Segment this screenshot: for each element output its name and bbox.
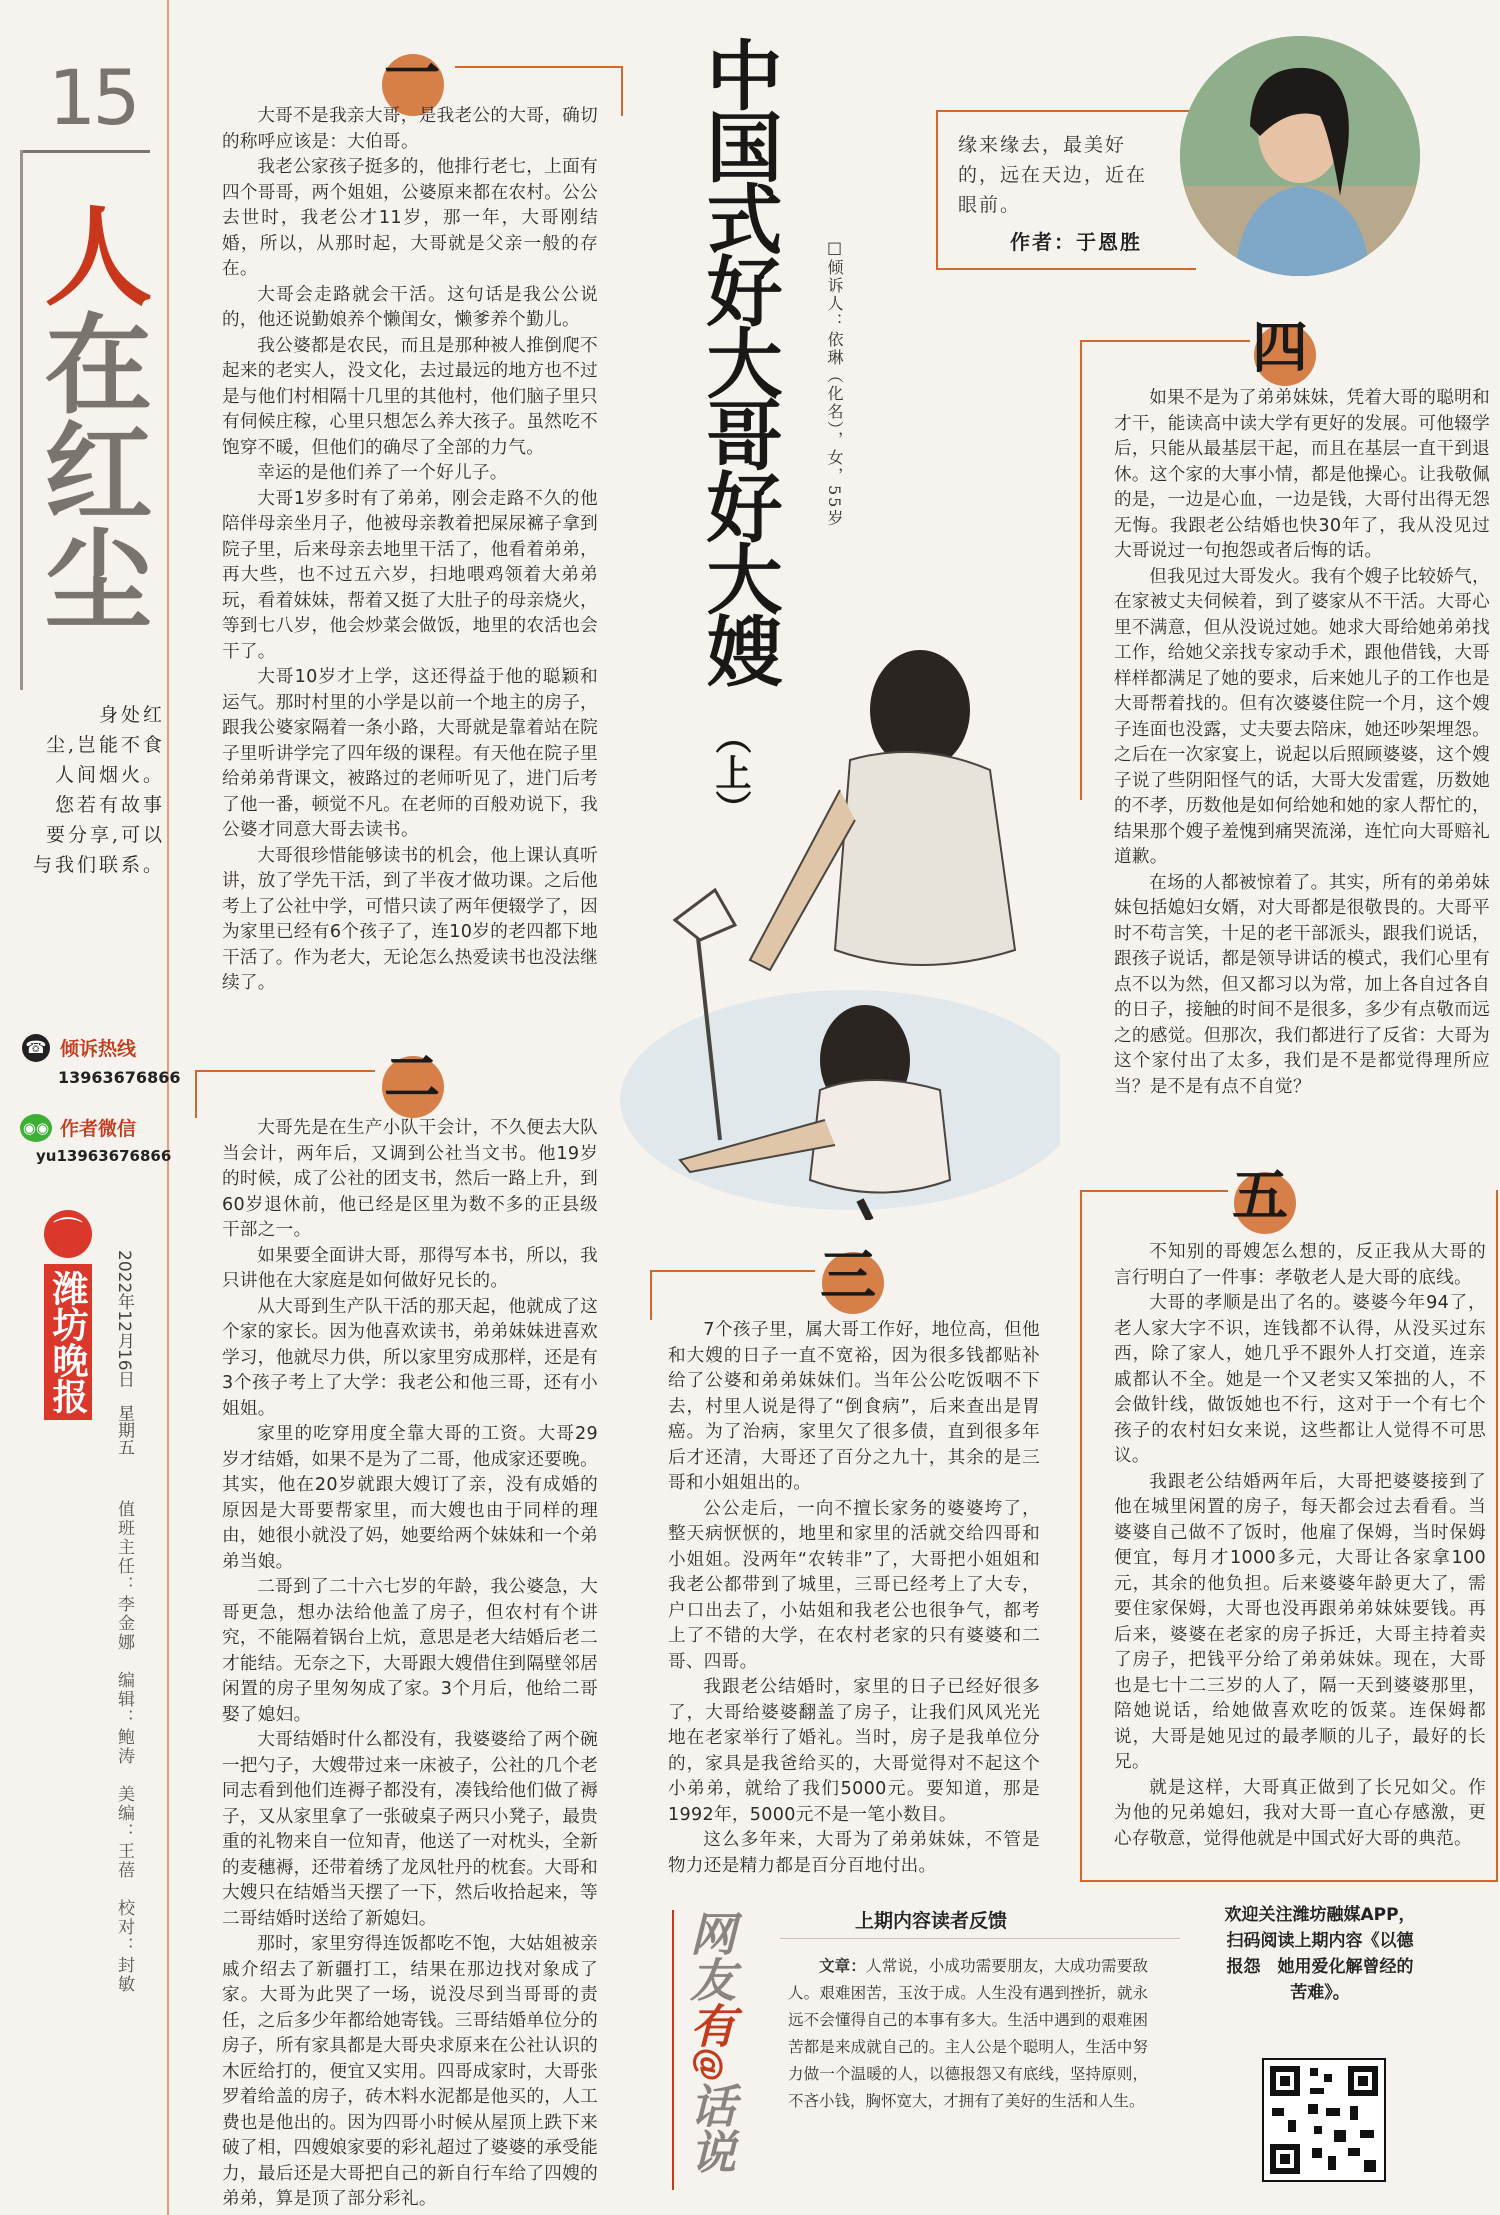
paragraph: 但我见过大哥发火。我有个嫂子比较娇气，在家被丈夫伺候着，到了婆家从不干活。大哥心里不满意，但从没说过她。她求大哥给她弟弟找工作，给她父亲找专家动手术，跟他借钱，大哥样样都满足了她的要求，后来她儿子的工作也是大哥帮着找的。但有次婆婆住院一个月，这个嫂子连面也没露，丈夫要去陪床，她还吵架埋怨。之后在一次家宴上，说起以后照顾婆婆，这个嫂子说了些阴阳怪气的话，大哥大发雷霆，历数她的不孝，历数他是如何给她和她的家人帮忙的，结果那个嫂子羞愧到痛哭流涕，连忙向大哥赔礼道歉。 [1114, 566, 1490, 867]
paragraph: 大哥先是在生产小队干会计，不久便去大队当会计，两年后，又调到公社当文书。他19岁的时候，成了公社的团支书，然后一路上升，到60岁退休前，他已经是区里为数不多的正县级干部之一。 [222, 1118, 598, 1240]
section-heading: 二 [384, 1045, 440, 1111]
page-number: 15 [48, 53, 137, 142]
narrator-line: □倾诉人：依琳（化名），女，55岁 [825, 238, 844, 528]
section-5-rule-right [1496, 1190, 1498, 1882]
paragraph: 7个孩子里，属大哥工作好，地位高，但他和大嫂的日子一直不宽裕，因为很多钱都贴补给了公婆和弟弟妹妹们。当年公公吃饭咽不下去，村里人说是得了“倒食病”，后来查出是胃癌。为了治病，家里欠了很多债，直到很多年后才还清，大哥还了百分之九十，其余的是三哥和小姐姐出的。 [668, 1320, 1040, 1493]
author-photo [1180, 36, 1420, 276]
paragraph: 家里的吃穿用度全靠大哥的工资。大哥29岁才结婚，如果不是为了二哥，他成家还要晚。其实，他在20岁就跟大嫂订了亲，没有成婚的原因是大哥要帮家里，而大嫂也由于同样的理由，她很小就没了妈，她要给两个妹妹和一个弟弟当娘。 [222, 1424, 598, 1572]
section-heading: 一 [384, 41, 440, 107]
author-quote: 缘来缘去，最美好的，远在天边，近在眼前。 [958, 134, 1148, 216]
section-3-rule-left [650, 1270, 815, 1272]
qr-code-icon[interactable] [1262, 2058, 1386, 2182]
column-title [26, 200, 152, 632]
paragraph: 如果要全面讲大哥，那得写本书，所以，我只讲他在大家庭是如何做好兄长的。 [222, 1245, 598, 1291]
paragraph: 我跟老公结婚时，家里的日子已经好很多了，大哥给婆婆翻盖了房子，让我们风风光光地在老家举行了婚礼。当时，房子是我单位分的，家具是我爸给买的，大哥觉得对不起这个小弟弟，就给了我们5000元。要知道，那是1992年，5000元不是一笔小数目。 [668, 1677, 1040, 1825]
feedback-side-rule [672, 1910, 674, 2190]
sidebar-rule [167, 0, 169, 2215]
tagline-line: 尘,岂能不食 [45, 734, 165, 756]
tagline-line: 人间烟火。 [54, 764, 165, 786]
paragraph: 大哥很珍惜能够读书的机会，他上课认真听讲，放了学先干活，到了半夜才做功课。之后他考上了公社中学，可惜只读了两年便辍学了，因为家里已经有6个孩子了，连10岁的老四都下地干活了。作为老大，无论怎么热爱读书也没法继续了。 [222, 845, 598, 993]
author-name: 作者：于恩胜 [1010, 230, 1142, 254]
paragraph: 这么多年来，大哥为了弟弟妹妹，不管是物力还是精力都是百分百地付出。 [668, 1830, 1040, 1876]
tagline-line: 与我们联系。 [32, 854, 165, 876]
hotline-label: 倾诉热线 [60, 1038, 137, 1060]
feedback-body: 人常说，小成功需要朋友，大成功需要敌人。艰难困苦，玉汝于成。人生没有遇到挫折，就永远不会懂得自己的本事有多大。生活中遇到的艰难困苦都是来成就自己的。主人公是个聪明人，生活中努力做一个温暖的人，以德报怨又有底线，坚持原则，不吝小钱，胸怀宽大，才拥有了美好的生活和人生。 [788, 1957, 1148, 2110]
section-2-body [222, 1116, 598, 2213]
paragraph: 我跟老公结婚两年后，大哥把婆婆接到了他在城里闲置的房子，每天都会过去看看。当婆婆自己做不了饭时，他雇了保姆，当时保姆便宜，每月才1000多元，大哥让各家拿100元，其余的他负担。后来婆婆年龄更大了，需要住家保姆，大哥也没再跟弟弟妹妹要钱。再后来，婆婆在老家的房子拆迁，大哥主持着卖了房子，把钱平分给了弟弟妹妹。现在，大哥也是七十二三岁的人了，隔一天到婆婆那里，陪她说话，给她做喜欢吃的饭菜。连保姆都说，大哥是她见过的最孝顺的儿子，最好的长兄。 [1114, 1471, 1486, 1772]
article-part: （上） [710, 718, 751, 826]
author-portrait-icon [1180, 36, 1420, 276]
paragraph: 我老公家孩子挺多的，他排行老七，上面有四个哥哥，两个姐姐，公婆原来都在农村。公公去世时，我老公才11岁，那一年，大哥刚结婚，所以，从那时起，大哥就是父亲一般的存在。 [222, 157, 598, 279]
section-2-rule-side [195, 1070, 197, 1118]
author-box-top [936, 110, 1196, 112]
section-heading: 四 [1252, 315, 1308, 381]
phone-icon: ☎ [22, 1034, 50, 1062]
section-5-body [1114, 1240, 1486, 1852]
paragraph: 大哥的孝顺是出了名的。婆婆今年94了，老人家大字不识，连钱都不认得，从没买过东西，除了家人，她几乎不跟外人打交道，连亲戚都认不全。她是一个又老实又笨拙的人，不会做针线，做饭她也不行，这对于一个有七个孩子的农村妇女来说，这些都让人觉得不可思议。 [1114, 1293, 1486, 1466]
hotline-number[interactable]: 13963676866 [58, 1068, 181, 1087]
column-title-rest: 在红尘 [26, 308, 152, 632]
promo-text: 欢迎关注潍坊融媒APP，扫码阅读上期内容《以德报怨 她用爱化解曾经的苦难》。 [1224, 1905, 1416, 2003]
paragraph: 就是这样，大哥真正做到了长兄如父。作为他的兄弟媳妇，我对大哥一直心存感激，更心存敬意，觉得他就是中国式好大哥的典范。 [1114, 1777, 1486, 1849]
feedback-box [670, 1890, 1270, 2200]
feedback-label-1: 网友 [683, 1910, 737, 2002]
wechat-id[interactable]: yu13963676866 [36, 1147, 172, 1165]
tagline-line: 您若有故事 [54, 794, 165, 816]
feedback-title-rule [780, 1938, 1180, 1939]
section-5-rule-side [1080, 1190, 1082, 1880]
paragraph: 不知别的哥嫂怎么想的，反正我从大哥的言行明白了一件事：孝敬老人是大哥的底线。 [1114, 1242, 1486, 1288]
paragraph: 大哥10岁才上学，这还得益于他的聪颖和运气。那时村里的小学是以前一个地主的房子，跟我公婆家隔着一条小路，大哥就是靠着站在院子里听讲学完了四年级的课程。有天他在院子里给弟弟背课文，被路过的老师听见了，进门后考了他一番，顿觉不凡。在老师的百般劝说下，我公婆才同意大哥去读书。 [222, 667, 598, 840]
feedback-at-icon: @ [690, 2048, 730, 2082]
paragraph: 二哥到了二十六七岁的年龄，我公婆急，大哥更急，想办法给他盖了房子，但农村有个讲究，不能隔着锅台上炕，意思是老大结婚后老二才能结。无奈之下，大哥跟大嫂借住到隔壁邻居闲置的房子里匆匆成了家。3个月后，他给二哥娶了媳妇。 [222, 1577, 598, 1725]
feedback-label-3: 话说 [683, 2082, 737, 2174]
paragraph: 公公走后，一向不擅长家务的婆婆垮了，整天病恹恹的，地里和家里的活就交给四哥和小姐姐。没两年“农转非”了，大哥把小姐姐和我老公都带到了城里，三哥已经考上了大专，户口出去了，小姑姐和我老公也很争气，都考上了不错的大学，在农村老家的只有婆婆和二哥、四哥。 [668, 1498, 1040, 1672]
sidebar [0, 0, 181, 2215]
column-title-first: 人 [26, 200, 152, 308]
feedback-author: 文章： [819, 1956, 867, 1975]
wechat-label: 作者微信 [60, 1118, 137, 1140]
brothers-bicycle-illustration-icon [620, 620, 1060, 1220]
section-heading: 五 [1232, 1163, 1288, 1229]
section-5-rule-bottom [1080, 1880, 1498, 1882]
section-1-rule-top [455, 66, 623, 68]
article-title: 中国式好大哥好大嫂 [694, 36, 783, 684]
illustration [620, 620, 1060, 1220]
paragraph: 那时，家里穷得连饭都吃不饱，大姑姐被亲戚介绍去了新疆打工，结果在那边找对象成了家。大哥为此哭了一场，说没尽到当哥哥的责任，之后多少年都给她寄钱。三哥结婚单位分的房子，所有家具都是大哥央求原来在公社认识的木匠给打的，便宜又实用。四哥成家时，大哥张罗着给盖的房子，砖木料水泥都是他买的，人工费也是他出的。因为四哥小时候从屋顶上跌下来破了相，四嫂娘家要的彩礼超过了婆婆的承受能力，最后还是大哥把自己的新自行车给了四嫂的弟弟，算是顶了部分彩礼。 [222, 1934, 598, 2209]
feedback-title: 上期内容读者反馈 [855, 1910, 1008, 1932]
page-number-side-rule [20, 150, 23, 690]
paragraph: 大哥不是我亲大哥，是我老公的大哥，确切的称呼应该是：大伯哥。 [222, 106, 598, 152]
column-tagline [25, 700, 165, 880]
feedback-label-2: 有 [683, 2002, 737, 2048]
paragraph: 在场的人都被惊着了。其实，所有的弟弟妹妹包括媳妇女婿，对大哥都是很敬畏的。大哥平时不苟言笑，十足的老干部派头，跟我们说话，跟孩子说话，都是领导讲话的模式，我们心里有点不以为然，但又都习以为常，加上各自过各自的日子，接触的时间不是很多，多少有点敬而远之的感觉。但那次，我们都进行了反省：大哥为这个家付出了太多，我们是不是都觉得理所应当？是不是有点不自觉？ [1114, 872, 1490, 1097]
issue-date: 2022年12月16日 星期五 [114, 1250, 134, 1456]
section-3-body [668, 1318, 1040, 1879]
feedback-side-label [680, 1910, 740, 2174]
feedback-text [788, 1952, 1148, 2115]
paragraph: 幸运的是他们养了一个好儿子。 [257, 463, 508, 483]
editors: 值班主任：李金娜 编辑：鲍涛 美编：王蓓 校对：封敏 [114, 1500, 134, 1994]
section-1-body [222, 104, 598, 997]
section-2-rule-left [195, 1070, 375, 1072]
section-4-rule-side [1080, 340, 1082, 800]
section-4-rule-top [1080, 340, 1250, 342]
wechat-icon: ◉◉ [20, 1114, 52, 1142]
paragraph: 我公婆都是农民，而且是那种被人推倒爬不起来的老实人，没文化，去过最远的地方也不过是与他们村相隔十几里的其他村，他们脑子里只有伺候庄稼，心里只想怎么养大孩子。虽然吃不饱穿不暖，但他们的确尽了全部的力气。 [222, 335, 598, 458]
section-3-rule-side [650, 1270, 652, 1320]
page-number-rule [20, 150, 150, 153]
tagline-line: 身处红 [98, 704, 165, 726]
paragraph: 如果不是为了弟弟妹妹，凭着大哥的聪明和才干，能读高中读大学有更好的发展。可他辍学后，只能从最基层干起，而且在基层一直干到退休。这个家的大事小情，都是他操心。让我敬佩的是，一边是心血，一边是钱，大哥付出得无怨无悔。我跟老公结婚也快30年了，我从没见过大哥说过一句抱怨或者后悔的话。 [1114, 388, 1490, 561]
author-box-bottom [936, 268, 1196, 270]
paragraph: 从大哥到生产队干活的那天起，他就成了这个家的家长。因为他喜欢读书，弟弟妹妹进喜欢学习，他就尽力供，所以家里穷成那样，还是有3个孩子考上了大学：我老公和他三哥，还有小姐姐。 [222, 1296, 598, 1419]
paragraph: 大哥1岁多时有了弟弟，刚会走路不久的他陪伴母亲坐月子，他被母亲教着把屎尿褯子拿到院子里，后来母亲去地里干活了，他看着弟弟，再大些，也不过五六岁，扫地喂鸡领着大弟弟玩，看着妹妹，帮着又挺了大肚子的母亲烧火，等到七八岁，他会炒菜会做饭，地里的农活也会干了。 [222, 488, 598, 662]
section-5-rule-top [1080, 1190, 1228, 1192]
section-1-rule-side [621, 66, 623, 116]
paragraph: 大哥结婚时什么都没有，我婆婆给了两个碗一把勺子，大嫂带过来一床被子，公社的几个老同志看到他们连褥子都没有，凑钱给他们做了褥子，又从家里拿了一张破桌子两只小凳子，最贵重的礼物来自一位知青，他送了一对枕头，全新的麦穗褥，还带着绣了龙凤牡丹的枕套。大哥和大嫂只在结婚当天摆了一下，然后收拾起来，等二哥结婚时送给了新媳妇。 [222, 1730, 598, 1929]
section-heading: 三 [820, 1243, 876, 1309]
paragraph: 大哥会走路就会干活。这句话是我公公说的，他还说勤娘养个懒闺女，懒爹养个勤儿。 [222, 284, 598, 330]
section-4-body [1114, 386, 1490, 1100]
paper-logo-icon: ⌒ [44, 1210, 92, 1258]
tagline-line: 要分享,可以 [45, 824, 165, 846]
paper-name: 潍坊晚报 [44, 1264, 92, 1420]
author-box-left [936, 110, 938, 270]
paper-logo [44, 1210, 100, 1470]
